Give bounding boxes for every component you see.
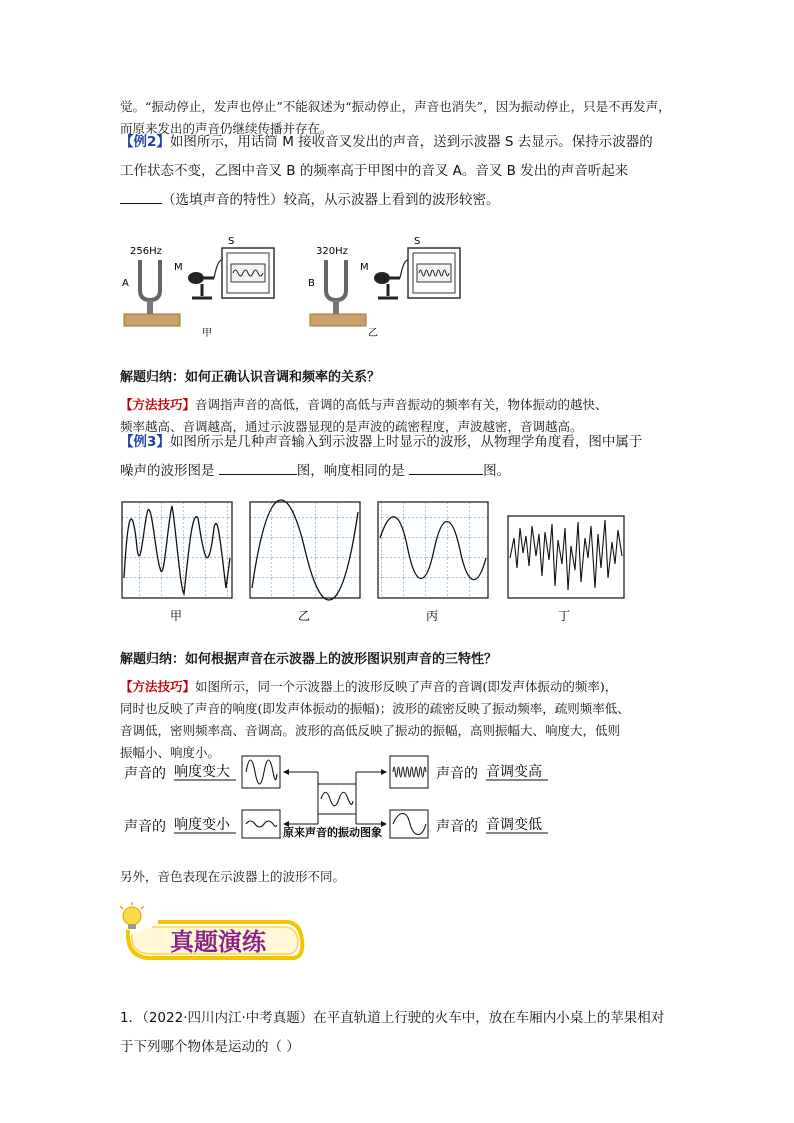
- mic-label-left: M: [174, 262, 183, 273]
- example-2-text-3: （选填声音的特性）较高，从示波器上看到的波形较密。: [162, 192, 500, 208]
- waveform-yi: [250, 500, 360, 623]
- method-1-text-2: 频率越高、音调越高，通过示波器显现的是声波的疏密程度，声波越密，音调越高。: [120, 419, 583, 434]
- waveform-caption: 甲: [170, 609, 183, 623]
- method-tag-1: 【方法技巧】: [120, 397, 196, 412]
- example-2-line-2: 工作状态不变，乙图中音叉 B 的频率高于甲图中的音叉 A。音叉 B 发出的声音听起来: [120, 163, 629, 179]
- example-2-text-1: 如图所示，用话筒 M 接收音叉发出的声音，送到示波器 S 去显示。保持示波器的: [169, 134, 653, 150]
- scope-label-right: S: [414, 236, 421, 247]
- freq-label-right: 320Hz: [316, 246, 348, 257]
- example-3-text-2c: 图。: [483, 463, 511, 479]
- example-2-line-1: [120, 128, 680, 157]
- label-pitch-up: 音调变高: [486, 764, 542, 780]
- example-3-text-2b: 图，响度相同的是: [296, 463, 410, 479]
- method-tag-2: 【方法技巧】: [120, 679, 196, 694]
- method-2-text-4: 振幅小、响度小。: [120, 745, 221, 760]
- waveform-bing: [378, 502, 488, 623]
- example-2: [120, 128, 680, 215]
- question-1-line-1: 1．（2022·四川内江·中考真题）在平直轨道上行驶的火车中，放在车厢内小桌上的苹果相对: [120, 1010, 665, 1026]
- example-3-text-1: 如图所示是几种声音输入到示波器上时显示的波形，从物理学角度看，图中属于: [169, 434, 643, 450]
- waveform-ding: [508, 516, 624, 623]
- waveform-jia: [122, 502, 232, 623]
- method-2-text-3: 音调低，密则频率高、音调高。波形的高低反映了振动的振幅，高则振幅大、响度大，低则: [120, 723, 621, 738]
- sound-characteristics-diagram: [118, 752, 568, 844]
- answer-blank-noise[interactable]: [219, 458, 297, 475]
- method-2-text-2: 同时也反映了声音的响度(即发声体振动的振幅)；波形的疏密反映了振动频率，疏则频率低、: [120, 701, 630, 716]
- prefix-pitch-up: 声音的: [436, 766, 478, 782]
- wave-loud-down: [242, 810, 280, 838]
- prefix-pitch-down: 声音的: [436, 819, 478, 835]
- freq-label-left: 256Hz: [130, 246, 162, 257]
- answer-blank[interactable]: [120, 187, 162, 204]
- waveform-caption: 丁: [558, 609, 571, 623]
- prefix-loud-up: 声音的: [124, 766, 166, 782]
- example-3-tag: 【例3】: [120, 434, 170, 450]
- wave-pitch-down: [390, 810, 428, 838]
- banner-title: 真题演练: [170, 928, 266, 956]
- waveform-caption: 丙: [426, 609, 439, 623]
- summary-heading-2: 解题归纳：如何根据声音在示波器上的波形图识别声音的三特性？: [120, 652, 498, 667]
- intro-paragraph: 觉。“振动停止，发声也停止”不能叙述为“振动停止，声音也消失”，因为振动停止，只是不再发声，而原来发出的声音仍继续传播并存在。: [120, 99, 671, 136]
- section-banner: [118, 900, 308, 964]
- apparatus-left: [122, 236, 274, 339]
- waveform-figure: [118, 498, 634, 626]
- question-1: [120, 1004, 680, 1062]
- method-2-text-1: 如图所示，同一个示波器上的波形反映了声音的音调(即发声体振动的频率)，: [195, 679, 618, 694]
- fork-label-a: A: [122, 278, 129, 289]
- microphone-icon: [188, 272, 204, 284]
- method-1-text-1: 音调指声音的高低，音调的高低与声音振动的频率有关，物体振动的越快、: [195, 397, 608, 412]
- tuning-fork-icon: [140, 260, 160, 300]
- label-original-wave: 原来声音的振动图象: [283, 826, 382, 839]
- example-2-tag: 【例2】: [120, 134, 170, 150]
- caption-yi: 乙: [368, 328, 378, 339]
- label-loudness-up: 响度变大: [174, 764, 230, 780]
- example-3: [120, 428, 680, 486]
- wave-original: [318, 784, 356, 814]
- tuning-fork-icon: [326, 260, 346, 300]
- lightbulb-icon: [120, 902, 144, 929]
- fork-label-b: B: [308, 278, 315, 289]
- method-tip-2: [120, 676, 680, 764]
- mic-label-right: M: [360, 262, 369, 273]
- note-timbre: 另外，音色表现在示波器上的波形不同。: [120, 869, 346, 884]
- caption-jia: 甲: [202, 328, 212, 339]
- tuning-fork-figure: [118, 228, 478, 348]
- scope-label-left: S: [228, 236, 235, 247]
- summary-heading-1: 解题归纳：如何正确认识音调和频率的关系？: [120, 370, 381, 385]
- label-pitch-down: 音调变低: [486, 817, 542, 833]
- label-loudness-down: 响度变小: [174, 817, 230, 833]
- example-2-line-3: [120, 186, 680, 215]
- question-1-line-2: 于下列哪个物体是运动的（ ）: [120, 1039, 300, 1055]
- waveform-caption: 乙: [298, 609, 311, 623]
- microphone-icon: [374, 272, 390, 284]
- apparatus-right: [308, 236, 460, 339]
- example-3-text-2a: 噪声的波形图是: [120, 463, 219, 479]
- answer-blank-loudness[interactable]: [409, 458, 483, 475]
- prefix-loud-down: 声音的: [124, 819, 166, 835]
